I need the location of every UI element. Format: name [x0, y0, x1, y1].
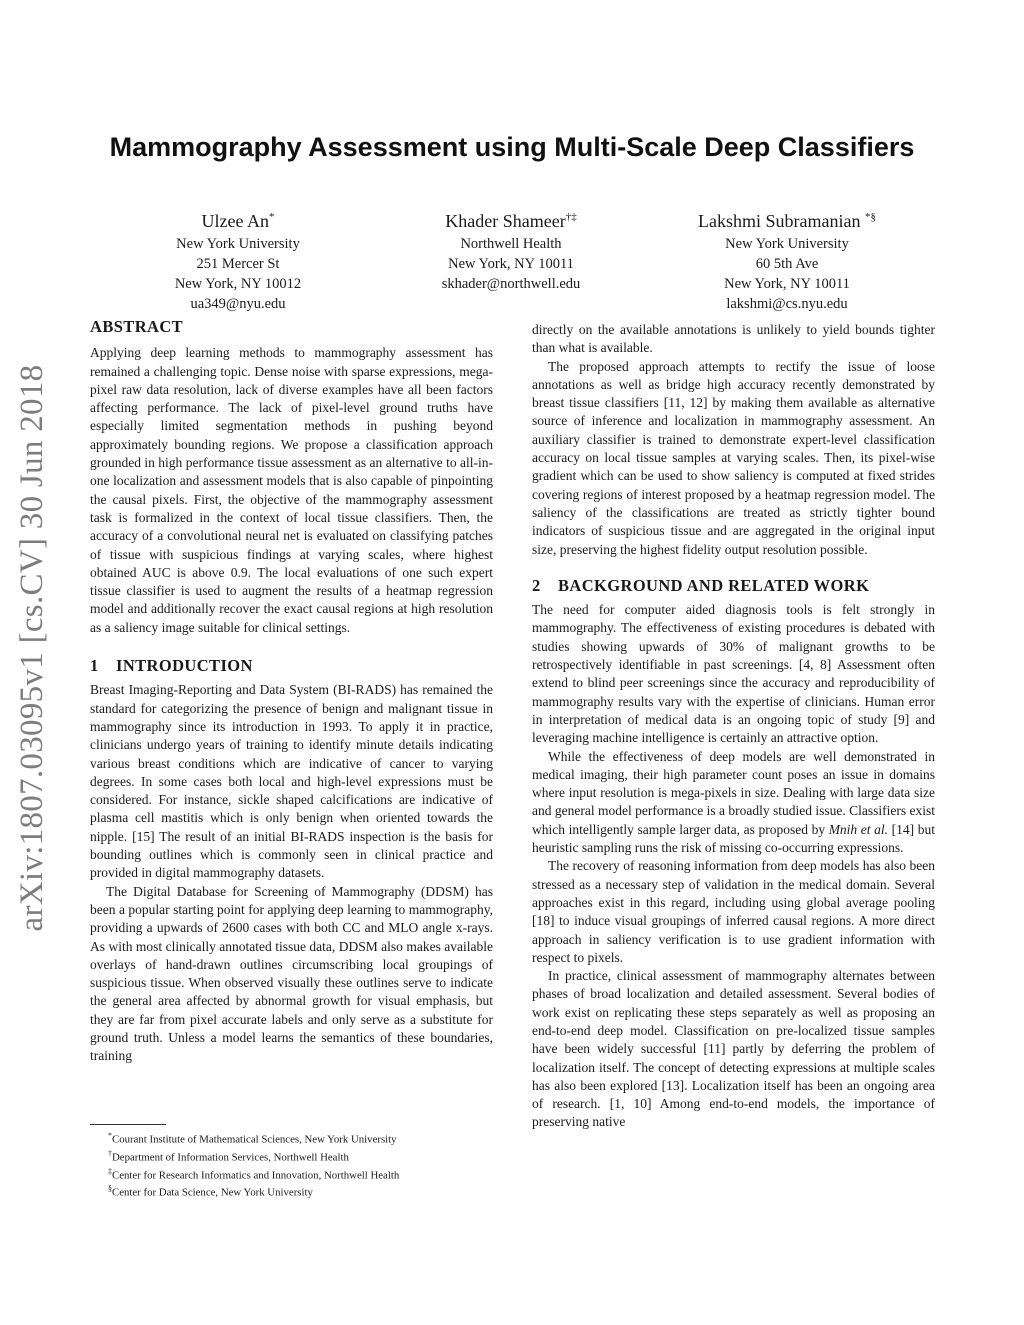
footnote: †Department of Information Services, Northwell Health [108, 1148, 349, 1164]
right-column [532, 321, 935, 1132]
citation-authors: Mnih et al. [828, 821, 889, 837]
author-address-line: New York, NY 10012 [174, 276, 302, 292]
author-email[interactable]: lakshmi@cs.nyu.edu [726, 296, 848, 312]
footnote: §Center for Data Science, New York University [108, 1184, 313, 1199]
section-heading-background [532, 577, 935, 595]
paragraph: The recovery of reasoning information from deep models has also been stressed as a necessary step of validation in the medical domain. Several approaches exist in this regard, including using global average pooling [18] to induce visual groupings of inferred causal regions. A more direct approach in saliency verification is to use gradient information with respect to pixels. [532, 858, 935, 965]
author-block-2 [381, 204, 641, 294]
author-name: Khader Shameer†‡ [445, 211, 577, 231]
paper-title: Mammography Assessment using Multi-Scale Deep Classifiers [109, 132, 915, 162]
section-title: INTRODUCTION [116, 656, 253, 676]
author-email[interactable]: skhader@northwell.edu [441, 276, 581, 292]
paragraph: Breast Imaging-Reporting and Data System (BI-RADS) has remained the standard for categorizing the presence of benign and malignant tissue in mammography since its introduction in 1993. To apply it in practice, clinicians undergo years of training to identify minute details indicating various breast conditions which are indicative of cancer to varying degrees. In some cases both local and high-level expressions must be considered. For instance, sickle shaped calcifications are indicative of plasma cell mastitis which is only benign when oriented towards the nipple. [15] The result of an initial BI-RADS inspection is the basis for bounding outlines which is commonly seen in clinical practice and provided in digital mammography datasets. [90, 682, 493, 881]
author-address-line: New York, NY 10011 [448, 256, 574, 272]
paragraph: While the effectiveness of deep models are well demonstrated in medical imaging, their high parameter count poses an issue in domains where input resolution is mega-pixels in size. Dealing with large data size and general model performance is a broadly studied issue. Classifiers exist which intelligently sample larger data, as proposed by Mnih et al. [14] but heuristic sampling runs the risk of missing co-occurring expressions. [532, 748, 936, 856]
author-affiliation: New York University [725, 236, 849, 252]
author-address-line: 60 5th Ave [755, 256, 819, 272]
footnotes [90, 1129, 493, 1200]
footnote: ‡Center for Research Informatics and Innovation, Northwell Health [108, 1166, 400, 1182]
arxiv-identifier: arXiv:1807.03095v1 [cs.CV] 30 Jun 2018 [14, 364, 50, 932]
author-address-line: 251 Mercer St [196, 256, 280, 272]
paragraph: The need for computer aided diagnosis tools is felt strongly in mammography. The effectiveness of existing procedures is debated with studies showing upwards of 30% of malignant growths to be retrospectively identifiable in past screenings. [4, 8] Assessment often extend to blind peer screenings since the accuracy and reproducibility of mammography results vary with the expertise of clinicians. Human error in interpretation of medical data is an ongoing topic of study [9] and leveraging machine intelligence is certainly an attractive option. [532, 602, 935, 746]
paragraph: The Digital Database for Screening of Mammography (DDSM) has been a popular starting point for applying deep learning to mammography, providing a upwards of 2600 cases with both CC and MLO angle x-rays. As with most clinically annotated tissue data, DDSM also makes available overlays of hand-drawn outlines circumscribing local groupings of suspicious tissue. When observed visually these outlines serve to indicate the general area affected by abnormal growth for visual emphasis, but they are far from pixel accurate labels and only serve as a substitute for ground truth. Unless a model learns the semantics of these boundaries, training [90, 883, 493, 1064]
section-title: BACKGROUND AND RELATED WORK [558, 575, 870, 595]
left-column [90, 318, 493, 1066]
paragraph: The proposed approach attempts to rectify the issue of loose annotations as well as bridge high accuracy recently demonstrated by breast tissue classifiers [11, 12] by making them available as alternative source of inference and localization in mammography assessment. An auxiliary classifier is trained to demonstrate expert-level classification accuracy on local tissue samples at varying scales. Then, its pixel-wise gradient which can be used to show saliency is computed at fixed strides covering regions of interest proposed by a heatmap regression model. The saliency of the classifications are treated as strictly tighter bound indicators of suspicious tissue and are aggregated in the original input size, preserving the highest fidelity output resolution possible. [532, 358, 935, 557]
footnote: *Courant Institute of Mathematical Sciences, New York University [108, 1131, 397, 1146]
author-block-1 [108, 204, 368, 314]
abstract-heading: ABSTRACT [90, 317, 184, 336]
paragraph: directly on the available annotations is unlikely to yield bounds tighter than what is available. [532, 322, 935, 356]
paragraph: In practice, clinical assessment of mammography alternates between phases of broad localization and detailed assessment. Several bodies of work exist on replicating these steps separately as well as proposing an end-to-end deep model. Classification on pre-localized tissue samples have been widely successful [11] partly by deferring the problem of localization itself. The concept of detecting expressions at multiple scales has also been explored [13]. Localization itself has been an ongoing area of research. [1, 10] Among end-to-end models, the importance of preserving native [532, 968, 935, 1130]
abstract-text: Applying deep learning methods to mammography assessment has remained a challenging topic. Dense noise with sparse expressions, mega-pixel raw data resolution, lack of diverse examples have all been factors affecting performance. The lack of pixel-level ground truths have especially limited segmentation methods in pushing beyond approximately bounding regions. We propose a classification approach grounded in high performance tissue assessment as an alternative to all-in-one localization and assessment models that is also capable of pinpointing the causal pixels. First, the objective of the mammography assessment task is formalized in the context of local tissue classifiers. Then, the accuracy of a convolutional neural net is evaluated on classifying patches of tissue with suspicious findings at varying scales, where highest obtained AUC is above 0.9. The local evaluations of one such expert tissue classifier is used to augment the results of a heatmap regression model and additionally recover the exact causal regions at high resolution as a saliency image suitable for clinical settings. [90, 345, 493, 635]
author-address-line: New York, NY 10011 [724, 276, 850, 292]
section-heading-introduction [90, 657, 493, 675]
author-affiliation: New York University [176, 236, 300, 252]
author-affiliation: Northwell Health [460, 236, 562, 252]
section-number: 2 [532, 575, 541, 595]
author-block-3 [657, 204, 917, 314]
author-name: Lakshmi Subramanian *§ [698, 211, 876, 231]
footnote-rule [90, 1124, 166, 1125]
author-email[interactable]: ua349@nyu.edu [190, 296, 286, 312]
section-number: 1 [90, 656, 99, 676]
author-name: Ulzee An* [201, 211, 275, 231]
